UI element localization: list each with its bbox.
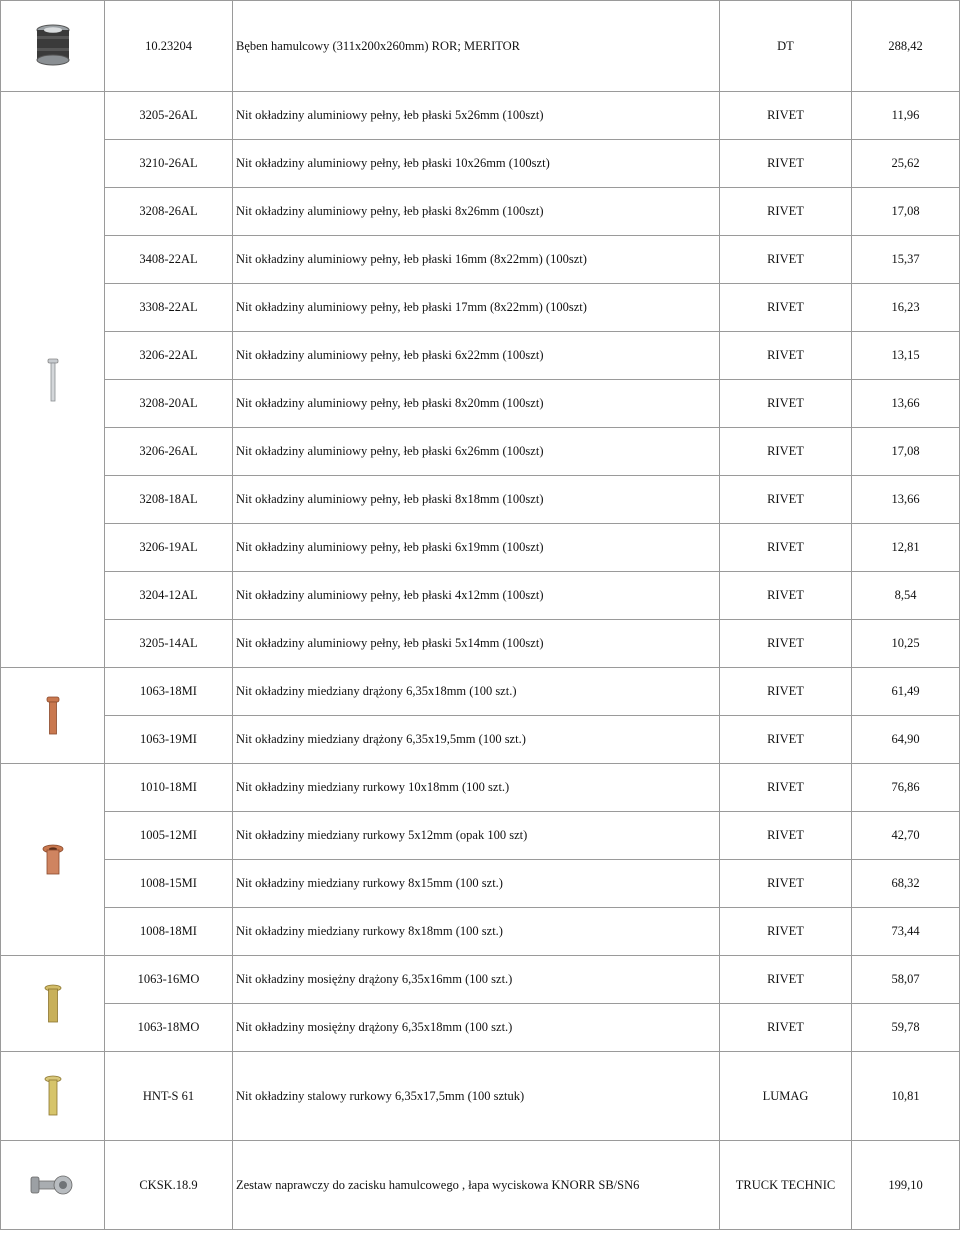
product-brand: LUMAG xyxy=(720,1052,852,1141)
product-brand: RIVET xyxy=(720,236,852,284)
table-row xyxy=(1,668,960,716)
table-row xyxy=(1,1,960,92)
product-description: Nit okładziny aluminiowy pełny, łeb płaski 8x20mm (100szt) xyxy=(233,380,720,428)
product-code: CKSK.18.9 xyxy=(105,1141,233,1230)
product-brand: RIVET xyxy=(720,764,852,812)
product-image-cell xyxy=(1,92,105,668)
product-brand: RIVET xyxy=(720,668,852,716)
table-row xyxy=(1,524,960,572)
product-brand: DT xyxy=(720,1,852,92)
steel-rivet-icon xyxy=(44,1075,62,1117)
product-code: 10.23204 xyxy=(105,1,233,92)
aluminium-rivet-icon xyxy=(46,358,60,402)
product-price: 10,25 xyxy=(852,620,960,668)
product-code: 1063-18MO xyxy=(105,1004,233,1052)
product-code: 1008-15MI xyxy=(105,860,233,908)
product-price: 13,66 xyxy=(852,476,960,524)
product-code: 3208-18AL xyxy=(105,476,233,524)
product-price: 16,23 xyxy=(852,284,960,332)
product-description: Nit okładziny aluminiowy pełny, łeb płaski 5x14mm (100szt) xyxy=(233,620,720,668)
product-code: 3206-26AL xyxy=(105,428,233,476)
product-price: 199,10 xyxy=(852,1141,960,1230)
product-description: Nit okładziny aluminiowy pełny, łeb płaski 17mm (8x22mm) (100szt) xyxy=(233,284,720,332)
brake-drum-icon xyxy=(33,22,73,70)
product-description: Nit okładziny miedziany rurkowy 5x12mm (opak 100 szt) xyxy=(233,812,720,860)
copper-solid-rivet-icon xyxy=(45,696,61,736)
table-row xyxy=(1,860,960,908)
table-row xyxy=(1,812,960,860)
product-brand: RIVET xyxy=(720,716,852,764)
product-description: Nit okładziny aluminiowy pełny, łeb płaski 16mm (8x22mm) (100szt) xyxy=(233,236,720,284)
product-description: Nit okładziny stalowy rurkowy 6,35x17,5mm (100 sztuk) xyxy=(233,1052,720,1141)
table-row xyxy=(1,236,960,284)
product-price: 13,66 xyxy=(852,380,960,428)
product-price: 12,81 xyxy=(852,524,960,572)
table-row xyxy=(1,380,960,428)
product-image-cell xyxy=(1,668,105,764)
table-row xyxy=(1,620,960,668)
product-description: Nit okładziny miedziany rurkowy 10x18mm (100 szt.) xyxy=(233,764,720,812)
product-price: 76,86 xyxy=(852,764,960,812)
product-code: 3210-26AL xyxy=(105,140,233,188)
table-row xyxy=(1,92,960,140)
product-description: Nit okładziny aluminiowy pełny, łeb płaski 10x26mm (100szt) xyxy=(233,140,720,188)
product-image-cell xyxy=(1,956,105,1052)
product-code: 3205-14AL xyxy=(105,620,233,668)
product-description: Nit okładziny aluminiowy pełny, łeb płaski 8x26mm (100szt) xyxy=(233,188,720,236)
product-image-cell xyxy=(1,1,105,92)
product-price: 288,42 xyxy=(852,1,960,92)
product-price: 17,08 xyxy=(852,188,960,236)
product-brand: RIVET xyxy=(720,620,852,668)
table-row xyxy=(1,908,960,956)
brass-rivet-icon xyxy=(44,984,62,1024)
table-row xyxy=(1,188,960,236)
product-description: Nit okładziny aluminiowy pełny, łeb płaski 6x26mm (100szt) xyxy=(233,428,720,476)
product-code: 1063-16MO xyxy=(105,956,233,1004)
product-description: Nit okładziny mosiężny drążony 6,35x18mm (100 szt.) xyxy=(233,1004,720,1052)
product-code: 1063-19MI xyxy=(105,716,233,764)
table-row xyxy=(1,140,960,188)
product-code: 3206-19AL xyxy=(105,524,233,572)
product-code: 3204-12AL xyxy=(105,572,233,620)
table-row xyxy=(1,572,960,620)
table-row xyxy=(1,476,960,524)
product-price: 61,49 xyxy=(852,668,960,716)
product-code: 3206-22AL xyxy=(105,332,233,380)
product-price: 13,15 xyxy=(852,332,960,380)
product-brand: RIVET xyxy=(720,860,852,908)
product-brand: RIVET xyxy=(720,380,852,428)
product-description: Nit okładziny aluminiowy pełny, łeb płaski 5x26mm (100szt) xyxy=(233,92,720,140)
product-price: 73,44 xyxy=(852,908,960,956)
product-description: Nit okładziny aluminiowy pełny, łeb płaski 4x12mm (100szt) xyxy=(233,572,720,620)
product-code: 3205-26AL xyxy=(105,92,233,140)
product-brand: RIVET xyxy=(720,524,852,572)
table-row xyxy=(1,956,960,1004)
product-brand: RIVET xyxy=(720,908,852,956)
product-brand: RIVET xyxy=(720,284,852,332)
product-brand: RIVET xyxy=(720,572,852,620)
product-brand: RIVET xyxy=(720,1004,852,1052)
product-description: Nit okładziny miedziany rurkowy 8x18mm (100 szt.) xyxy=(233,908,720,956)
product-brand: RIVET xyxy=(720,956,852,1004)
product-brand: RIVET xyxy=(720,140,852,188)
copper-tubular-rivet-icon xyxy=(41,844,65,876)
product-price: 8,54 xyxy=(852,572,960,620)
product-code: 1010-18MI xyxy=(105,764,233,812)
product-price: 58,07 xyxy=(852,956,960,1004)
product-brand: RIVET xyxy=(720,812,852,860)
product-brand: RIVET xyxy=(720,428,852,476)
product-code: 3208-20AL xyxy=(105,380,233,428)
product-code: 1063-18MI xyxy=(105,668,233,716)
product-image-cell xyxy=(1,1141,105,1230)
table-row xyxy=(1,1004,960,1052)
product-code: 3408-22AL xyxy=(105,236,233,284)
product-description: Zestaw naprawczy do zacisku hamulcowego , łapa wyciskowa KNORR SB/SN6 xyxy=(233,1141,720,1230)
table-row xyxy=(1,428,960,476)
table-row xyxy=(1,332,960,380)
table-row xyxy=(1,284,960,332)
product-price: 59,78 xyxy=(852,1004,960,1052)
table-row xyxy=(1,1141,960,1230)
product-brand: TRUCK TECHNIC xyxy=(720,1141,852,1230)
product-price: 17,08 xyxy=(852,428,960,476)
product-brand: RIVET xyxy=(720,92,852,140)
product-image-cell xyxy=(1,1052,105,1141)
product-description: Bęben hamulcowy (311x200x260mm) ROR; MERITOR xyxy=(233,1,720,92)
product-image-cell xyxy=(1,764,105,956)
product-description: Nit okładziny aluminiowy pełny, łeb płaski 8x18mm (100szt) xyxy=(233,476,720,524)
product-description: Nit okładziny mosiężny drążony 6,35x16mm (100 szt.) xyxy=(233,956,720,1004)
product-brand: RIVET xyxy=(720,332,852,380)
product-price: 10,81 xyxy=(852,1052,960,1141)
product-price: 15,37 xyxy=(852,236,960,284)
product-code: 1008-18MI xyxy=(105,908,233,956)
product-code: 3208-26AL xyxy=(105,188,233,236)
table-row xyxy=(1,1052,960,1141)
product-code: HNT-S 61 xyxy=(105,1052,233,1141)
product-code: 1005-12MI xyxy=(105,812,233,860)
table-row xyxy=(1,764,960,812)
caliper-repair-kit-icon xyxy=(29,1167,77,1203)
product-description: Nit okładziny aluminiowy pełny, łeb płaski 6x19mm (100szt) xyxy=(233,524,720,572)
product-price: 64,90 xyxy=(852,716,960,764)
product-price: 68,32 xyxy=(852,860,960,908)
product-description: Nit okładziny aluminiowy pełny, łeb płaski 6x22mm (100szt) xyxy=(233,332,720,380)
product-price: 42,70 xyxy=(852,812,960,860)
product-description: Nit okładziny miedziany drążony 6,35x18mm (100 szt.) xyxy=(233,668,720,716)
table-row xyxy=(1,716,960,764)
product-price: 11,96 xyxy=(852,92,960,140)
product-code: 3308-22AL xyxy=(105,284,233,332)
product-brand: RIVET xyxy=(720,188,852,236)
product-price: 25,62 xyxy=(852,140,960,188)
product-description: Nit okładziny miedziany rurkowy 8x15mm (100 szt.) xyxy=(233,860,720,908)
product-brand: RIVET xyxy=(720,476,852,524)
product-description: Nit okładziny miedziany drążony 6,35x19,5mm (100 szt.) xyxy=(233,716,720,764)
